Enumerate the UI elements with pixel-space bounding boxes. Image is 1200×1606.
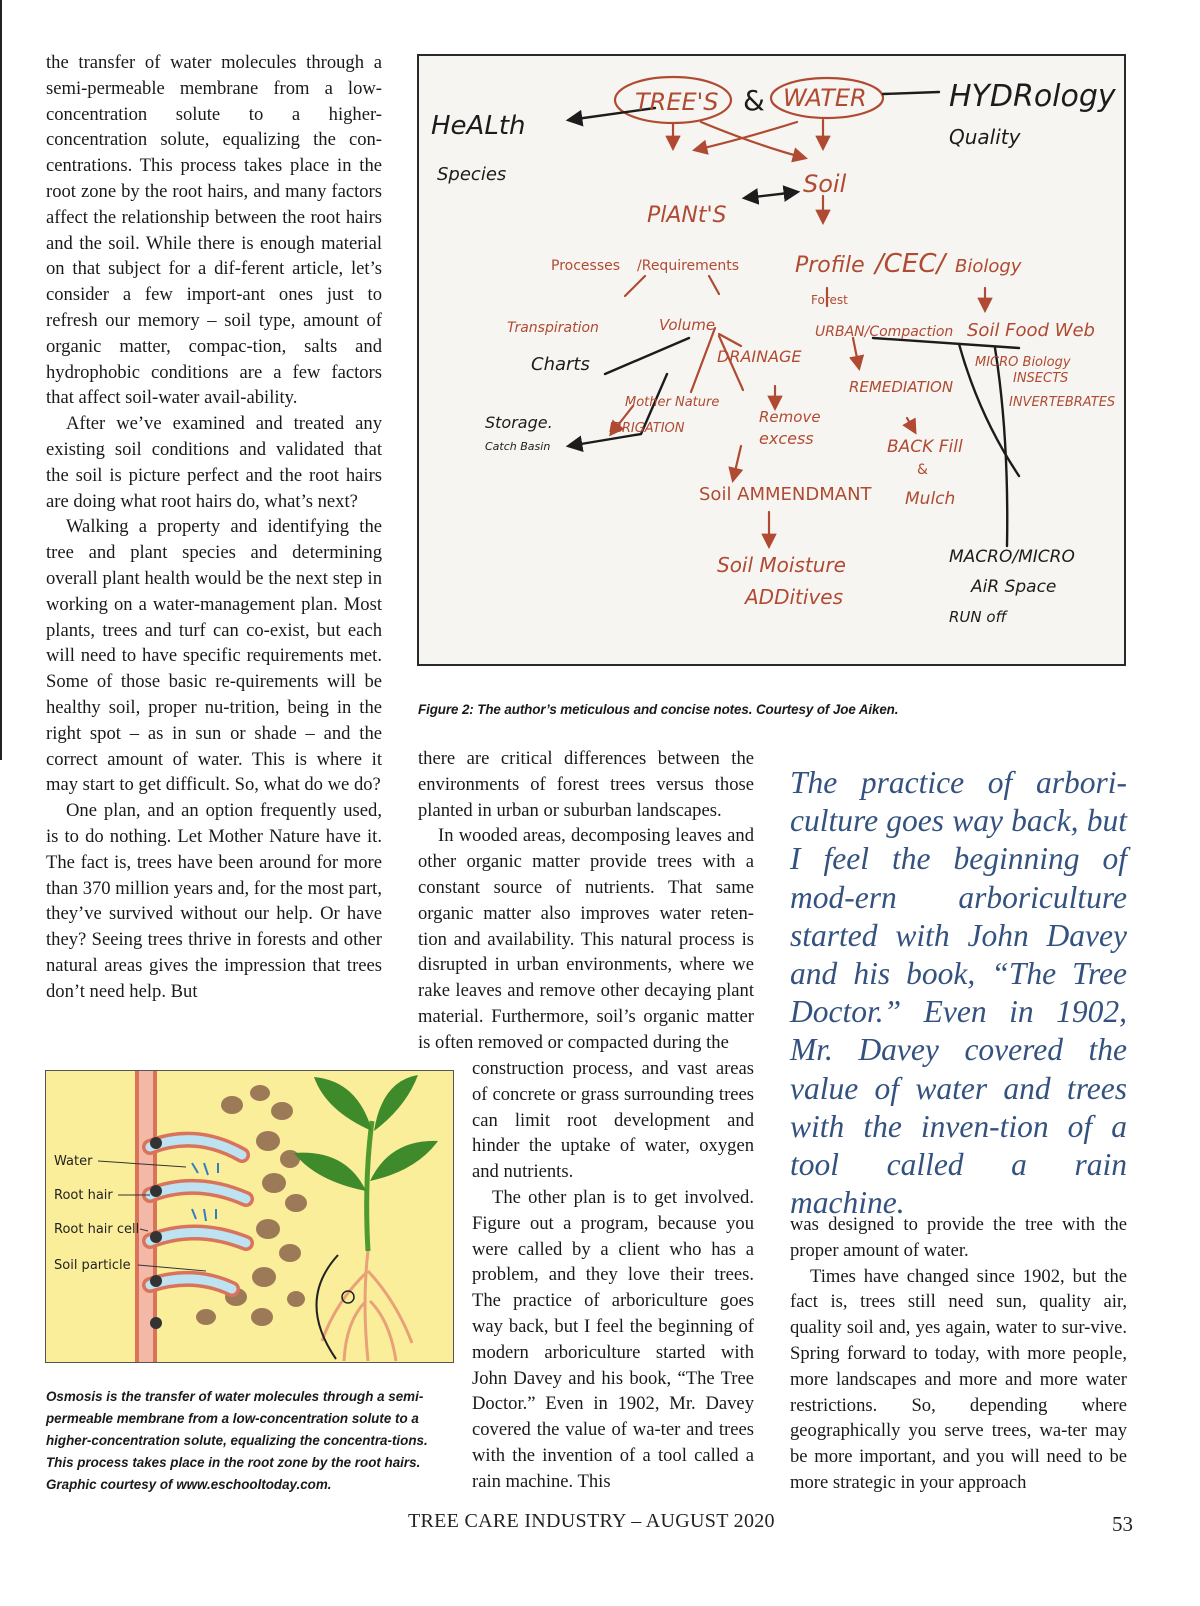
paragraph: One plan, and an option frequently used, is to do nothing. Let Mother Nature have it. The fact is, trees have been around for more than 370 million years and, for the most part, they’ve survived without our help. Or have they? Seeing trees thrive in forests and other natural areas gives the impression that trees don’t need help. But [46, 800, 382, 1002]
note-storage: Storage. [485, 413, 553, 432]
note-species: Species [437, 164, 507, 185]
note-catch-basin: Catch Basin [485, 440, 551, 453]
label-soil-particle: Soil particle [54, 1258, 131, 1273]
plant-seedling-icon [294, 1075, 438, 1361]
osmosis-drawing [46, 1071, 454, 1363]
note-remediation: REMEDIATION [849, 378, 954, 396]
note-water: WATER [783, 84, 867, 112]
magazine-issue-line: TREE CARE INDUSTRY – AUGUST 2020 [408, 1510, 775, 1532]
note-quality: Quality [949, 125, 1021, 149]
osmosis-labels [54, 1154, 139, 1273]
body-column-1 [46, 50, 382, 1004]
note-transpiration: Transpiration [507, 320, 599, 336]
label-root-hair-cell: Root hair cell [54, 1222, 140, 1237]
body-column-2-bottom [472, 1056, 754, 1495]
label-water: Water [54, 1154, 93, 1169]
paragraph: After we’ve examined and treated any existing soil conditions and validated that the soil is picture perfect and the root hairs are doing what root hairs do, what’s next? [46, 413, 382, 512]
note-additives: ADDitives [745, 585, 843, 609]
paragraph: the transfer of water molecules through a semi-permeable membrane from a low-concentration solute to a higher-concentration solute, equalizing the con-centrations. This process takes place in the root zone by the root hairs, and many factors affect the relationship between the root hairs and the soil. While there is enough material on that subject for a dif-ferent article, let’s consider a few import-ant ones just to refresh our memory – soil type, amount of organic matter, compac-tion, salts and hydrophobic conditions are a few factors that affect soil-water avail-ability. [46, 52, 382, 409]
note-amp: & [743, 84, 765, 117]
note-remove: Remove [759, 408, 821, 426]
note-processes: Processes [551, 258, 621, 274]
paragraph: Times have changed since 1902, but the fact is, trees still need sun, quality air, quality soil and, yes again, water to sur-vive. Spring forward to today, with more people, more landscapes and more and more water restrictions. So, depending where geographically you serve trees, wa-ter may be more important, and you will need to be more strategic in your approach [790, 1265, 1127, 1493]
note-soil-ammendmant: Soil AMMENDMANT [699, 484, 872, 505]
note-excess: excess [759, 429, 814, 448]
note-irrigation: IRRIGATION [609, 421, 685, 436]
pull-quote: The practice of arbori-culture goes way back, but I feel the beginning of mod-ern arboriculture started with John Davey and his book, “The Tree Doctor.” Even in 1902, Mr. Davey covered the value of water and trees with the inven-tion of a tool called a rain machine. [790, 765, 1127, 1221]
page-edge-rule [0, 0, 2, 760]
note-micro-biology: MICRO Biology [975, 355, 1071, 370]
paragraph: construction process, and vast areas of concrete or grass surrounding trees can limit root development and hinder the uptake of water, oxygen and nutrients. [472, 1058, 754, 1183]
note-invertebrates: INVERTEBRATES [1009, 395, 1116, 410]
osmosis-illustration [45, 1070, 454, 1363]
note-charts: Charts [531, 354, 590, 375]
osmosis-caption: Osmosis is the transfer of water molecules through a semi-permeable membrane from a low-concentration solute to a higher-concentration solute, equalizing the concentra-tions. This process takes place in the root zone by the root hairs. Graphic courtesy of www.eschooltoday.com. [46, 1389, 428, 1492]
figure-2-caption: Figure 2: The author’s meticulous and concise notes. Courtesy of Joe Aiken. [418, 702, 899, 717]
note-air-space: AiR Space [971, 577, 1057, 597]
note-biology: Biology [955, 256, 1022, 277]
paragraph: there are critical differences between the environments of forest trees versus those planted in urban or suburban landscapes. [418, 748, 754, 821]
figure-2-whiteboard-photo [417, 54, 1126, 666]
body-column-2-top [418, 746, 754, 1056]
whiteboard-notes-drawing [419, 56, 1126, 666]
note-back-fill: BACK Fill [887, 437, 963, 457]
note-forest: Forest [811, 293, 848, 307]
paragraph: was designed to provide the tree with the proper amount of water. [790, 1214, 1127, 1261]
note-health: HeALth [431, 111, 526, 141]
note-profile: Profile [795, 253, 865, 278]
note-soil-food-web: Soil Food Web [967, 320, 1095, 341]
note-volume: Volume [659, 316, 716, 334]
paragraph: Walking a property and identifying the tree and plant species and determining overall plant health would be the next step in working on a water-management plan. Most plants, trees and turf can co-exist, but each will need to have specific requirements met. Some of those basic re-quirements will be healthy soil, proper nu-trition, being in the right spot – as in sun or shade – and the correct amount of water. This is where it may start to get difficult. So, what do we do? [46, 516, 382, 796]
note-urban-compaction: URBAN/Compaction [815, 324, 954, 340]
note-insects: INSECTS [1013, 371, 1069, 386]
note-mother-nature: Mother Nature [625, 395, 720, 410]
note-hydrology: HYDRology [949, 79, 1116, 114]
note-cec: /CEC/ [875, 249, 946, 279]
note-amp-2: & [917, 462, 928, 478]
note-trees: TREE'S [635, 88, 719, 116]
note-mulch: Mulch [905, 489, 956, 509]
paragraph: In wooded areas, decomposing leaves and other organic matter provide trees with a constant source of nutrients. That same organic matter also improves water reten-tion and availability. This natural process is disrupted in urban environments, where we rake leaves and remove other decaying plant material. Furthermore, soil’s organic matter is often removed or compacted during the [418, 825, 754, 1053]
body-column-3 [790, 1212, 1127, 1496]
page-number: 53 [1112, 1512, 1133, 1536]
note-macro-micro: MACRO/MICRO [949, 547, 1075, 567]
note-soil-moisture: Soil Moisture [717, 553, 846, 577]
note-soil: Soil [803, 170, 847, 198]
note-drainage: DRAINAGE [717, 347, 802, 366]
note-run-off: RUN off [949, 608, 1007, 626]
paragraph: The other plan is to get involved. Figure out a program, because you were called by a client who has a problem, and they love their trees. The practice of arboriculture goes way back, but I feel the beginning of modern arboriculture started with John Davey and his book, “The Tree Doctor.” Even in 1902, Mr. Davey covered the value of wa-ter and trees with the invention of a tool called a rain machine. This [472, 1186, 754, 1492]
label-root-hair: Root hair [54, 1188, 113, 1203]
note-requirements: /Requirements [637, 258, 740, 274]
note-plants: PlANt'S [647, 203, 727, 228]
